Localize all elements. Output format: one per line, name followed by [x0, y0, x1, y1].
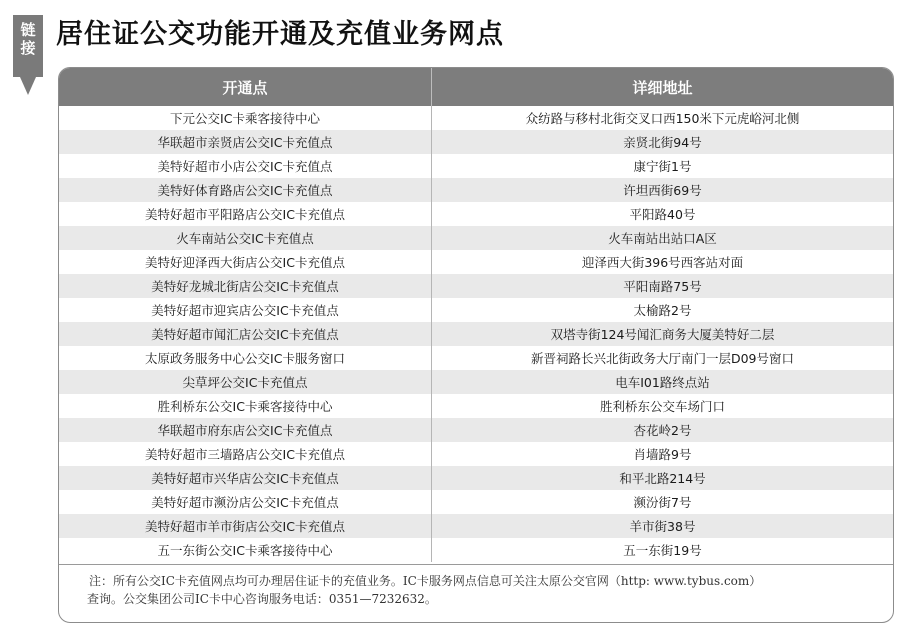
link-tag-char-2: 接 — [20, 39, 36, 57]
table-row — [59, 322, 893, 346]
table-row — [59, 394, 893, 418]
cell-address: 胜利桥东公交车场门口 — [599, 399, 725, 414]
cell-address: 平阳路40号 — [629, 207, 696, 222]
table-row — [59, 106, 893, 130]
table-row — [59, 490, 893, 514]
cell-address: 羊市街38号 — [629, 519, 696, 534]
cell-point: 美特好超市兴华店公交IC卡充值点 — [59, 466, 432, 490]
table-row — [59, 370, 893, 394]
cell-address: 众纺路与移村北街交叉口西150米下元虎峪河北侧 — [525, 111, 800, 126]
table-row — [59, 250, 893, 274]
table-row — [59, 298, 893, 322]
cell-point: 尖草坪公交IC卡充值点 — [59, 370, 432, 394]
table-row — [59, 154, 893, 178]
cell-address: 肖墙路9号 — [633, 447, 692, 462]
table-row — [59, 538, 893, 562]
table-row — [59, 466, 893, 490]
column-header-address: 详细地址 — [632, 78, 693, 97]
page-title: 居住证公交功能开通及充值业务网点 — [56, 19, 504, 50]
cell-address: 迎泽西大街396号西客站对面 — [581, 255, 744, 270]
table-row — [59, 226, 893, 250]
cell-address: 亲贤北街94号 — [623, 135, 702, 150]
table-row — [59, 130, 893, 154]
cell-address: 平阳南路75号 — [623, 279, 702, 294]
cell-address: 濒汾街7号 — [633, 495, 692, 510]
cell-point: 下元公交IC卡乘客接待中心 — [59, 106, 432, 130]
table-row — [59, 442, 893, 466]
cell-address: 许坦西街69号 — [623, 183, 702, 198]
cell-address: 火车南站出站口A区 — [608, 231, 717, 246]
cell-address: 电车I01路终点站 — [615, 375, 710, 390]
footnote — [59, 564, 893, 608]
table-header — [59, 68, 893, 106]
cell-point: 美特好超市羊市街店公交IC卡充值点 — [59, 514, 432, 538]
table-row — [59, 202, 893, 226]
cell-point: 美特好超市三墙路店公交IC卡充值点 — [59, 442, 432, 466]
cell-point: 太原政务服务中心公交IC卡服务窗口 — [59, 346, 432, 370]
table-row — [59, 418, 893, 442]
table-row — [59, 178, 893, 202]
table-row — [59, 274, 893, 298]
footnote-line-2: 查询。公交集团公司IC卡中心咨询服务电话：0351—7232632。 — [87, 592, 437, 606]
table-row — [59, 514, 893, 538]
cell-point: 五一东街公交IC卡乘客接待中心 — [59, 538, 432, 562]
cell-address: 双塔寺街124号闻汇商务大厦美特好二层 — [550, 327, 775, 342]
outlet-table-frame — [58, 67, 894, 623]
cell-address: 太榆路2号 — [633, 303, 692, 318]
cell-point: 美特好超市平阳路店公交IC卡充值点 — [59, 202, 432, 226]
cell-point: 火车南站公交IC卡充值点 — [59, 226, 432, 250]
cell-point: 美特好超市小店公交IC卡充值点 — [59, 154, 432, 178]
cell-address: 新晋祠路长兴北街政务大厅南门一层D09号窗口 — [530, 351, 795, 366]
table-body — [59, 106, 893, 562]
link-tag-arrow — [20, 77, 36, 95]
link-tag-char-1: 链 — [20, 21, 36, 39]
cell-address: 和平北路214号 — [619, 471, 706, 486]
cell-point: 华联超市亲贤店公交IC卡充值点 — [59, 130, 432, 154]
footnote-line-1: 注：所有公交IC卡充值网点均可办理居住证卡的充值业务。IC卡服务网点信息可关注太原公交官网（http: www.tybus.com） — [89, 574, 762, 588]
cell-point: 胜利桥东公交IC卡乘客接待中心 — [59, 394, 432, 418]
cell-point: 美特好体育路店公交IC卡充值点 — [59, 178, 432, 202]
cell-address: 杏花岭2号 — [633, 423, 692, 438]
cell-point: 美特好迎泽西大街店公交IC卡充值点 — [59, 250, 432, 274]
cell-point: 美特好超市闻汇店公交IC卡充值点 — [59, 322, 432, 346]
link-tag — [13, 15, 43, 77]
cell-address: 五一东街19号 — [623, 543, 702, 558]
table-row — [59, 346, 893, 370]
cell-address: 康宁街1号 — [633, 159, 692, 174]
column-header-point: 开通点 — [59, 68, 432, 106]
cell-point: 美特好超市迎宾店公交IC卡充值点 — [59, 298, 432, 322]
cell-point: 美特好龙城北街店公交IC卡充值点 — [59, 274, 432, 298]
cell-point: 美特好超市濒汾店公交IC卡充值点 — [59, 490, 432, 514]
cell-point: 华联超市府东店公交IC卡充值点 — [59, 418, 432, 442]
